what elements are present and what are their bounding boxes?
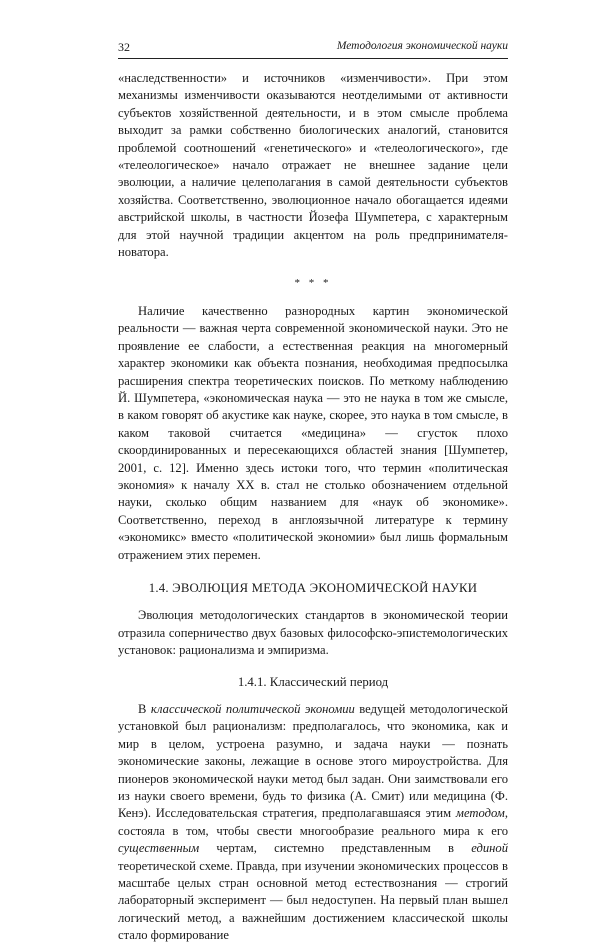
text-run: ведущей методологической установкой был рационализм: предполагалось, что экономика, как и мир в целом, устроена разумно, и задача науки — познать экономические законы, лежащие в основе этого мироустройства. Для пионеров экономической науки метод был задан. Они заимствовали его из науки своего времени, будь то физика (А. Смит) или медицина (Ф. Кенэ). Исследовательская стратегия, предполагавшаяся этим <box>118 702 508 821</box>
running-title: Методология экономической науки <box>336 40 508 52</box>
paragraph-classical-period <box>118 701 508 945</box>
section-heading: 1.4. ЭВОЛЮЦИЯ МЕТОДА ЭКОНОМИЧЕСКОЙ НАУКИ <box>148 580 478 595</box>
italic-term: классической политической экономии <box>150 702 355 716</box>
text-run: , состояла в том, чтобы свести многообразие реального мира к его <box>118 806 508 838</box>
italic-term: единой <box>471 841 508 856</box>
page-header <box>118 38 508 59</box>
paragraph-method-evolution: Эволюция методологических стандартов в экономической теории отразила соперничество двух базовых философско-эпистемологических установок: рационализма и эмпиризма. <box>118 608 508 658</box>
section-separator: * * * <box>294 277 332 290</box>
paragraph-continuation: «наследственности» и источников «изменчивости». При этом механизмы изменчивости оказываются неотделимыми от активности субъектов хозяйственной деятельности, и в этом смысле проблема выходит за рамки собственно биологических аналогий, становится проблемой соотношений «генетического» и «телеологического», где «телеологическое» начало отражает не внешнее задание цели эволюции, а наличие целеполагания в самой деятельности субъектов хозяйства. Соответственно, эволюционное начало обогащается идеями австрийской школы, в частности Йозефа Шумпетера, с характерным для этой научной традиции акцентом на роль предпринимателя-новатора. <box>118 71 508 260</box>
page-number: 32 <box>118 40 130 54</box>
italic-term: методом <box>455 806 505 821</box>
text-run: В <box>138 702 151 716</box>
text-run: чертам, системно представленным в <box>199 841 472 856</box>
subsection-heading: 1.4.1. Классический период <box>237 674 389 689</box>
italic-term: существенным <box>118 841 200 856</box>
text-run: теоретической схеме. Правда, при изучении экономических процессов в масштабе целых стран основной метод естествознания — строгий лабораторный эксперимент — был недоступен. На первый план вышел логический метод, а важнейшим достижением классической школы стало формирование <box>118 858 508 943</box>
page-body <box>118 70 508 945</box>
paragraph-economic-pictures: Наличие качественно разнородных картин экономической реальности — важная черта современной экономической науки. Это не проявление ее слабости, а естественная реакция на многомерный характер экономики как объекта познания, необходимая предпосылка расширения спектра теоретических поисков. По меткому наблюдению Й. Шумпетера, «экономическая наука — это не наука в том же смысле, в каком говорят об акустике как науке, скорее, это наука в том смысле, в каком таковой считается «медицина» — сгусток плохо скоординированных и пересекающихся областей знания [Шумпетер, 2001, с. 12]. Именно здесь истоки того, что термин «политическая экономия» к началу XX в. стал не столько обозначением отдельной науки, сколько общим названием для «наук об экономике». Соответственно, переход в англоязычной литературе к термину «экономикс» вместо «политической экономии» был лишь формальным отражением этих перемен. <box>118 303 508 562</box>
